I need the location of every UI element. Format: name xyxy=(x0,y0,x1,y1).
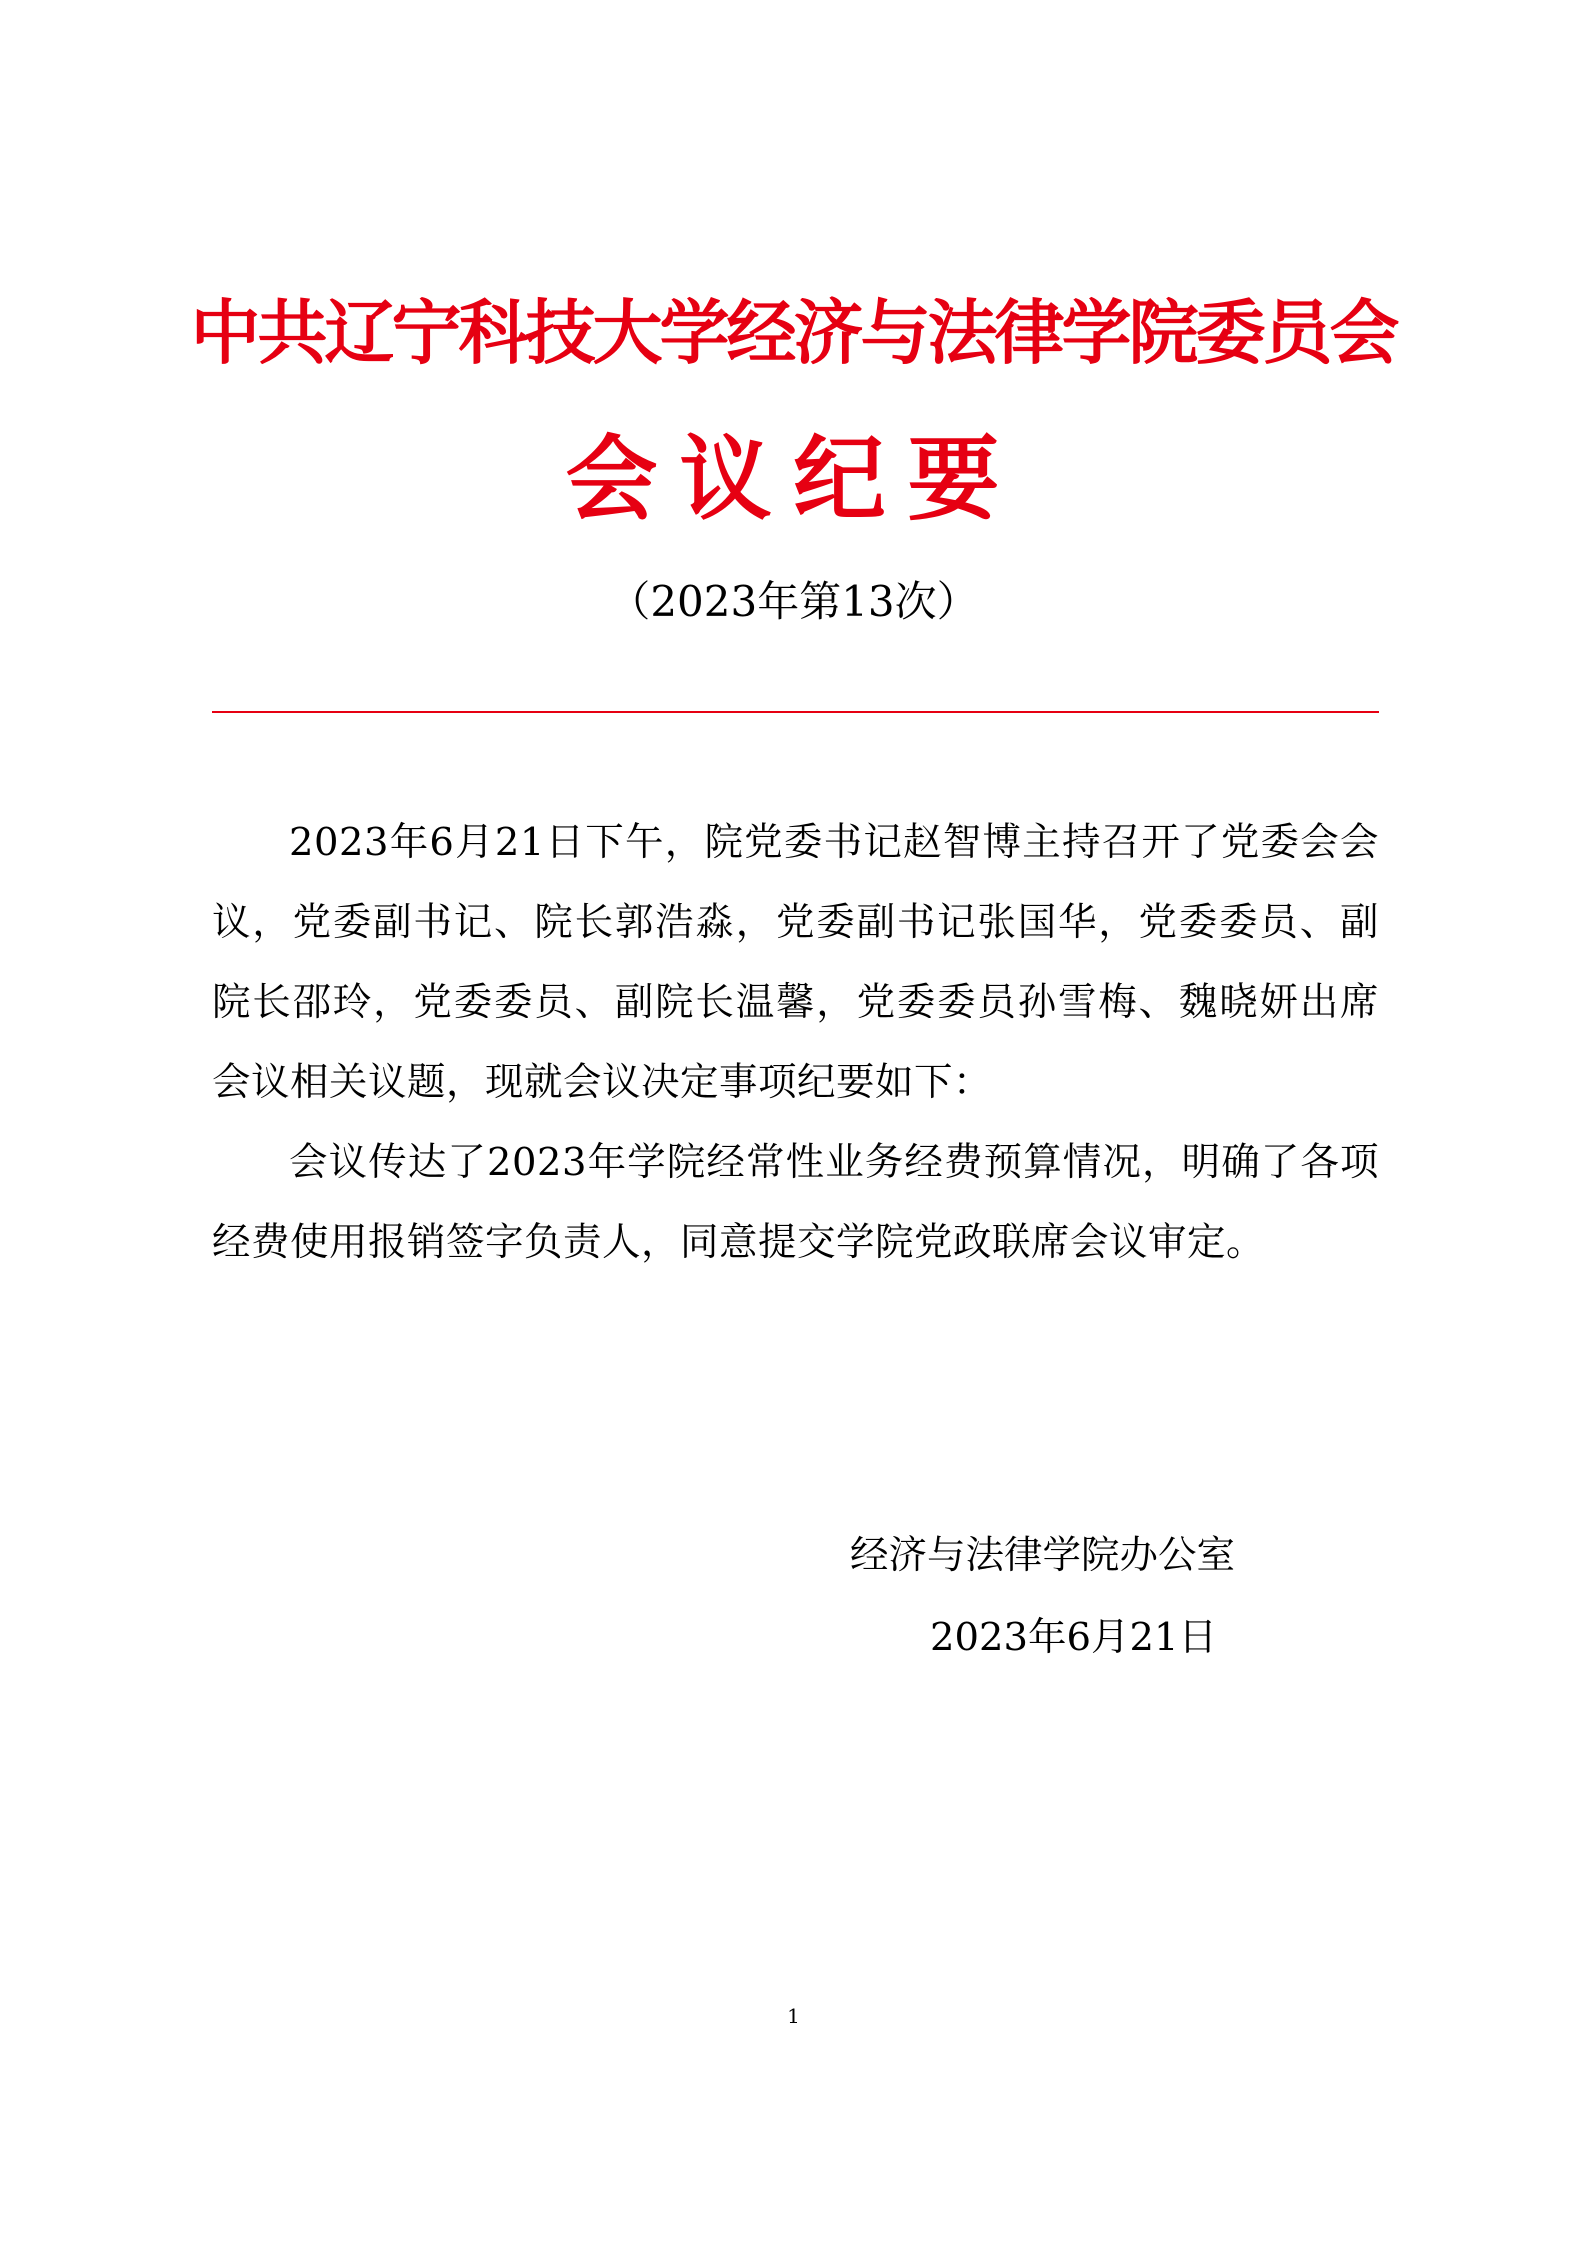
body-paragraph-attendance: 2023年6月21日下午，院党委书记赵智博主持召开了党委会会议，党委副书记、院长郭浩淼，党委副书记张国华，党委委员、副院长邵玲，党委委员、副院长温馨，党委委员孙雪梅、魏晓妍出席会议相关议题，现就会议决定事项纪要如下： xyxy=(212,820,1379,1105)
issuing-office: 经济与法律学院办公室 xyxy=(850,1533,1236,1578)
issue-number: （2023年第13次） xyxy=(608,577,979,626)
document-title: 中共辽宁科技大学经济与法律学院委员会 xyxy=(190,292,1397,374)
document-subtitle: 会议纪要 xyxy=(565,426,1022,533)
signature-block xyxy=(850,1515,1270,1679)
header-divider xyxy=(212,711,1379,713)
page-number: 1 xyxy=(787,2004,800,2028)
issue-date: 2023年6月21日 xyxy=(930,1615,1217,1660)
document-body xyxy=(212,803,1379,1283)
body-paragraph-decision: 会议传达了2023年学院经常性业务经费预算情况，明确了各项经费使用报销签字负责人，同意提交学院党政联席会议审定。 xyxy=(212,1140,1379,1265)
